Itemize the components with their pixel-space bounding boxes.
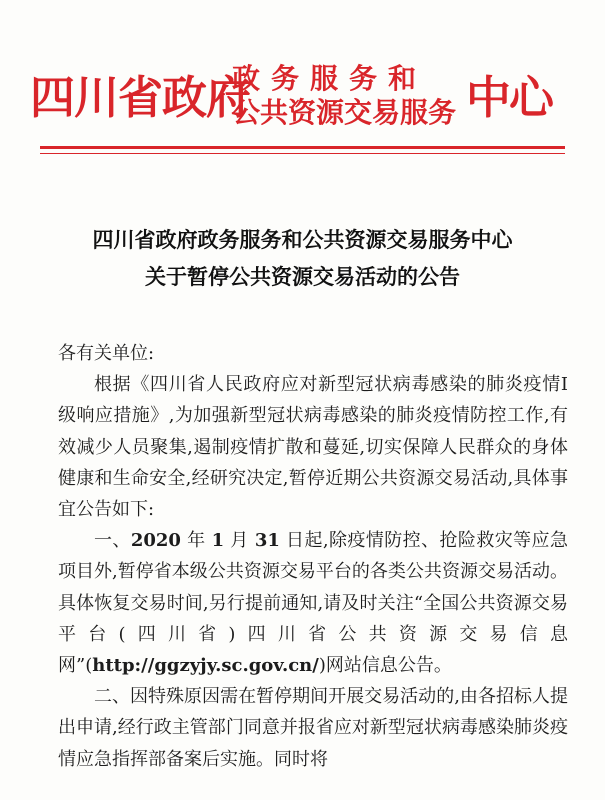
paragraph-2 bbox=[58, 525, 568, 681]
letterhead-middle-line2: 公共资源交易服务 bbox=[232, 96, 457, 129]
letterhead-right: 中心 bbox=[466, 71, 553, 124]
para2-end: )网站信息公告。 bbox=[318, 655, 452, 677]
para2-rest: 日起,除疫情防控、抢险救灾等应急项目外,暂停省本级公共资源交易平台的各类公共资源交易活动。具体恢复交易时间,另行提前通知,请及时关注“全国公共资源交易平台(四川省)四川省公共资源交易信息网”( bbox=[58, 530, 568, 677]
letterhead-rule-thick bbox=[40, 146, 565, 149]
para2-prefix: 一、 bbox=[94, 530, 131, 552]
letterhead-middle-line1: 政务服务和 bbox=[232, 62, 428, 95]
para2-year: 2020 bbox=[130, 530, 181, 552]
para2-mid2: 月 bbox=[224, 530, 255, 552]
document-title-line2: 关于暂停公共资源交易活动的公告 bbox=[145, 265, 460, 289]
website-url: http://ggzyjy.sc.gov.cn/ bbox=[92, 655, 319, 677]
para2-day: 31 bbox=[254, 530, 280, 552]
salutation: 各有关单位: bbox=[58, 343, 155, 364]
document-body bbox=[58, 338, 568, 775]
para2-month: 1 bbox=[211, 530, 225, 552]
para2-mid1: 年 bbox=[180, 530, 212, 552]
document-title-line1: 四川省政府政务服务和公共资源交易服务中心 bbox=[92, 228, 513, 252]
letterhead-middle bbox=[232, 62, 468, 130]
letterhead-rule-thin bbox=[40, 153, 565, 154]
letterhead bbox=[0, 60, 605, 138]
letterhead-left: 四川省政府 bbox=[30, 71, 251, 124]
paragraph-1: 根据《四川省人民政府应对新型冠状病毒感染的肺炎疫情Ⅰ级响应措施》,为加强新型冠状病毒感染的肺炎疫情防控工作,有效减少人员聚集,遏制疫情扩散和蔓延,切实保障人民群众的身体健康和生命安全,经研究决定,暂停近期公共资源交易活动,具体事宜公告如下: bbox=[58, 374, 568, 521]
paragraph-3: 二、因特殊原因需在暂停期间开展交易活动的,由各招标人提出申请,经行政主管部门同意并报省应对新型冠状病毒感染肺炎疫情应急指挥部备案后实施。同时将 bbox=[58, 686, 568, 770]
